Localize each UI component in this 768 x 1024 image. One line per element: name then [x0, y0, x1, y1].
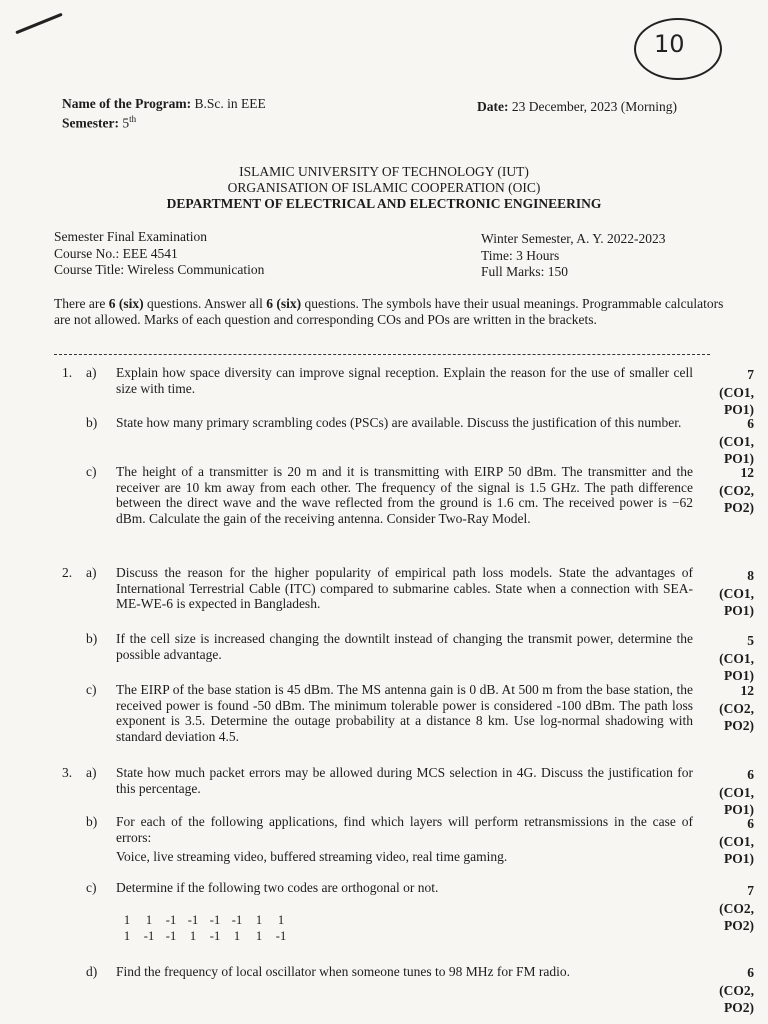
question-number: 3.	[62, 765, 73, 780]
question-part: c)	[86, 464, 97, 479]
marks-co: (CO2,	[719, 982, 754, 998]
code-value: -1	[209, 929, 221, 943]
question-marks	[704, 882, 754, 935]
question-marks	[704, 567, 754, 620]
code-value: -1	[165, 913, 177, 927]
program-line	[62, 95, 266, 112]
marks-co: (CO1,	[719, 784, 754, 800]
code-value: 1	[145, 913, 153, 927]
code-row-1	[116, 913, 292, 929]
marks-po: PO1)	[724, 802, 754, 817]
code-row-2	[116, 929, 292, 945]
question-marks	[704, 464, 754, 517]
question-marks	[704, 815, 754, 868]
program-value: B.Sc. in EEE	[194, 96, 266, 111]
course-title: Course Title: Wireless Communication	[54, 262, 265, 277]
question-number: 2.	[62, 565, 73, 580]
marks-co: (CO2,	[719, 700, 754, 716]
question-text: For each of the following applications, find which layers will perform retransmissions in the case of errors:	[116, 814, 693, 845]
marks-po: PO2)	[724, 1000, 754, 1015]
question-text: Discuss the reason for the higher popularity of empirical path loss models. State the advantages of International Terrestrial Cable (ITC) compared to submarine cables. State when a connection with SEA-ME-WE-6 is expected in Bangladesh.	[116, 565, 693, 611]
instructions-post: questions. The symbols have their usual meanings. Programmable calculators are not allowed. Marks of each question and corresponding COs and POs are written in the brackets.	[54, 296, 724, 327]
code-value: -1	[209, 913, 221, 927]
marks-value: 6	[747, 767, 754, 782]
instructions-count-2: 6 (six)	[266, 296, 302, 311]
question-text: State how much packet errors may be allowed during MCS selection in 4G. Discuss the justification for this percentage.	[116, 765, 693, 796]
question-part: c)	[86, 682, 97, 697]
marks-co: (CO1,	[719, 833, 754, 849]
code-value: 1	[277, 913, 285, 927]
marks-po: PO1)	[724, 603, 754, 618]
marks-value: 12	[740, 465, 754, 480]
question-marks	[704, 964, 754, 1017]
handwritten-score: 10	[654, 30, 685, 58]
marks-po: PO1)	[724, 668, 754, 683]
instructions-count-1: 6 (six)	[108, 296, 144, 311]
question-part: b)	[86, 631, 98, 646]
marks-po: PO1)	[724, 851, 754, 866]
code-value: -1	[231, 913, 243, 927]
question-marks	[704, 366, 754, 419]
semester-line	[62, 111, 136, 132]
exam-info-left	[54, 229, 264, 279]
marks-value: 5	[747, 633, 754, 648]
marks-po: PO1)	[724, 402, 754, 417]
semester-label: Semester:	[62, 115, 119, 131]
question-text: State how many primary scrambling codes (PSCs) are available. Discuss the justification of this number.	[116, 415, 682, 430]
question-part: b)	[86, 814, 98, 829]
organisation-name: ORGANISATION OF ISLAMIC COOPERATION (OIC)	[227, 180, 541, 195]
marks-value: 8	[747, 568, 754, 583]
code-value: -1	[187, 913, 199, 927]
marks-po: PO1)	[724, 451, 754, 466]
question-part: c)	[86, 880, 97, 895]
marks-value: 7	[747, 367, 754, 382]
question-text: The EIRP of the base station is 45 dBm. The MS antenna gain is 0 dB. At 500 m from the base station, the received power is found -50 dBm. The minimum tolerable power is considered -100 dBm. The path loss exponent is 3.5. Determine the outage probability at a distance 8 km. Use log-normal shadowing with standard deviation 4.5.	[116, 682, 693, 744]
semester-year: Winter Semester, A. Y. 2022-2023	[481, 231, 666, 246]
program-label: Name of the Program:	[62, 96, 192, 111]
instructions-pre: There are	[54, 296, 106, 311]
marks-co: (CO1,	[719, 384, 754, 400]
question-part: d)	[86, 964, 98, 979]
semester-value: 5	[122, 115, 130, 131]
marks-co: (CO1,	[719, 433, 754, 449]
question-part: b)	[86, 415, 98, 430]
question-text: The height of a transmitter is 20 m and it is transmitting with EIRP 50 dBm. The transmitter and the receiver are 10 km away from each other. The frequency of the signal is 1.5 GHz. The path difference between the direct wave and the wave reflected from the ground is 1.6 cm. The received power is −62 dBm. Calculate the gain of the receiving antenna. Consider Two-Ray Model.	[116, 464, 693, 526]
code-value: 1	[123, 929, 131, 943]
marks-co: (CO2,	[719, 900, 754, 916]
exam-info-right	[481, 231, 666, 281]
question-marks	[704, 682, 754, 735]
marks-value: 6	[747, 416, 754, 431]
code-value: 1	[255, 913, 263, 927]
pen-mark	[15, 13, 62, 35]
code-value: 1	[233, 929, 241, 943]
question-text: If the cell size is increased changing the downtilt instead of changing the transmit power, determine the possible advantage.	[116, 631, 693, 662]
code-value: -1	[275, 929, 287, 943]
code-value: 1	[123, 913, 131, 927]
marks-co: (CO1,	[719, 650, 754, 666]
instructions	[54, 296, 724, 328]
course-no: Course No.: EEE 4541	[54, 245, 178, 261]
separator-line	[54, 354, 710, 355]
date-value: 23 December, 2023 (Morning)	[511, 99, 678, 114]
instructions-mid: questions. Answer all	[146, 296, 263, 311]
question-text: Explain how space diversity can improve signal reception. Explain the reason for the use of smaller cell size with time.	[116, 365, 693, 396]
marks-value: 12	[740, 683, 754, 698]
department-name: DEPARTMENT OF ELECTRICAL AND ELECTRONIC ENGINEERING	[166, 196, 602, 211]
full-marks: Full Marks: 150	[481, 264, 569, 279]
exam-time: Time: 3 Hours	[481, 247, 560, 263]
question-marks	[704, 766, 754, 819]
exam-type: Semester Final Examination	[54, 229, 207, 244]
marks-co: (CO1,	[719, 585, 754, 601]
code-value: 1	[189, 929, 197, 943]
marks-co: (CO2,	[719, 482, 754, 498]
question-part: a)	[86, 765, 97, 780]
marks-po: PO2)	[724, 918, 754, 933]
question-number: 1.	[62, 365, 73, 380]
code-value: -1	[165, 929, 177, 943]
marks-value: 6	[747, 965, 754, 980]
question-part: a)	[86, 565, 97, 580]
question-part: a)	[86, 365, 97, 380]
date-line	[477, 98, 677, 115]
semester-sup: th	[129, 114, 137, 124]
question-text: Find the frequency of local oscillator when someone tunes to 98 MHz for FM radio.	[116, 964, 571, 979]
date-label: Date:	[477, 99, 509, 114]
code-value: -1	[143, 929, 155, 943]
code-value: 1	[255, 929, 263, 943]
question-applications: Voice, live streaming video, buffered streaming video, real time gaming.	[116, 849, 508, 864]
marks-po: PO2)	[724, 718, 754, 733]
marks-value: 7	[747, 883, 754, 898]
question-text: Determine if the following two codes are orthogonal or not.	[116, 880, 439, 895]
marks-po: PO2)	[724, 500, 754, 515]
marks-value: 6	[747, 816, 754, 831]
university-name: ISLAMIC UNIVERSITY OF TECHNOLOGY (IUT)	[239, 164, 529, 179]
question-marks	[704, 632, 754, 685]
question-marks	[704, 415, 754, 468]
